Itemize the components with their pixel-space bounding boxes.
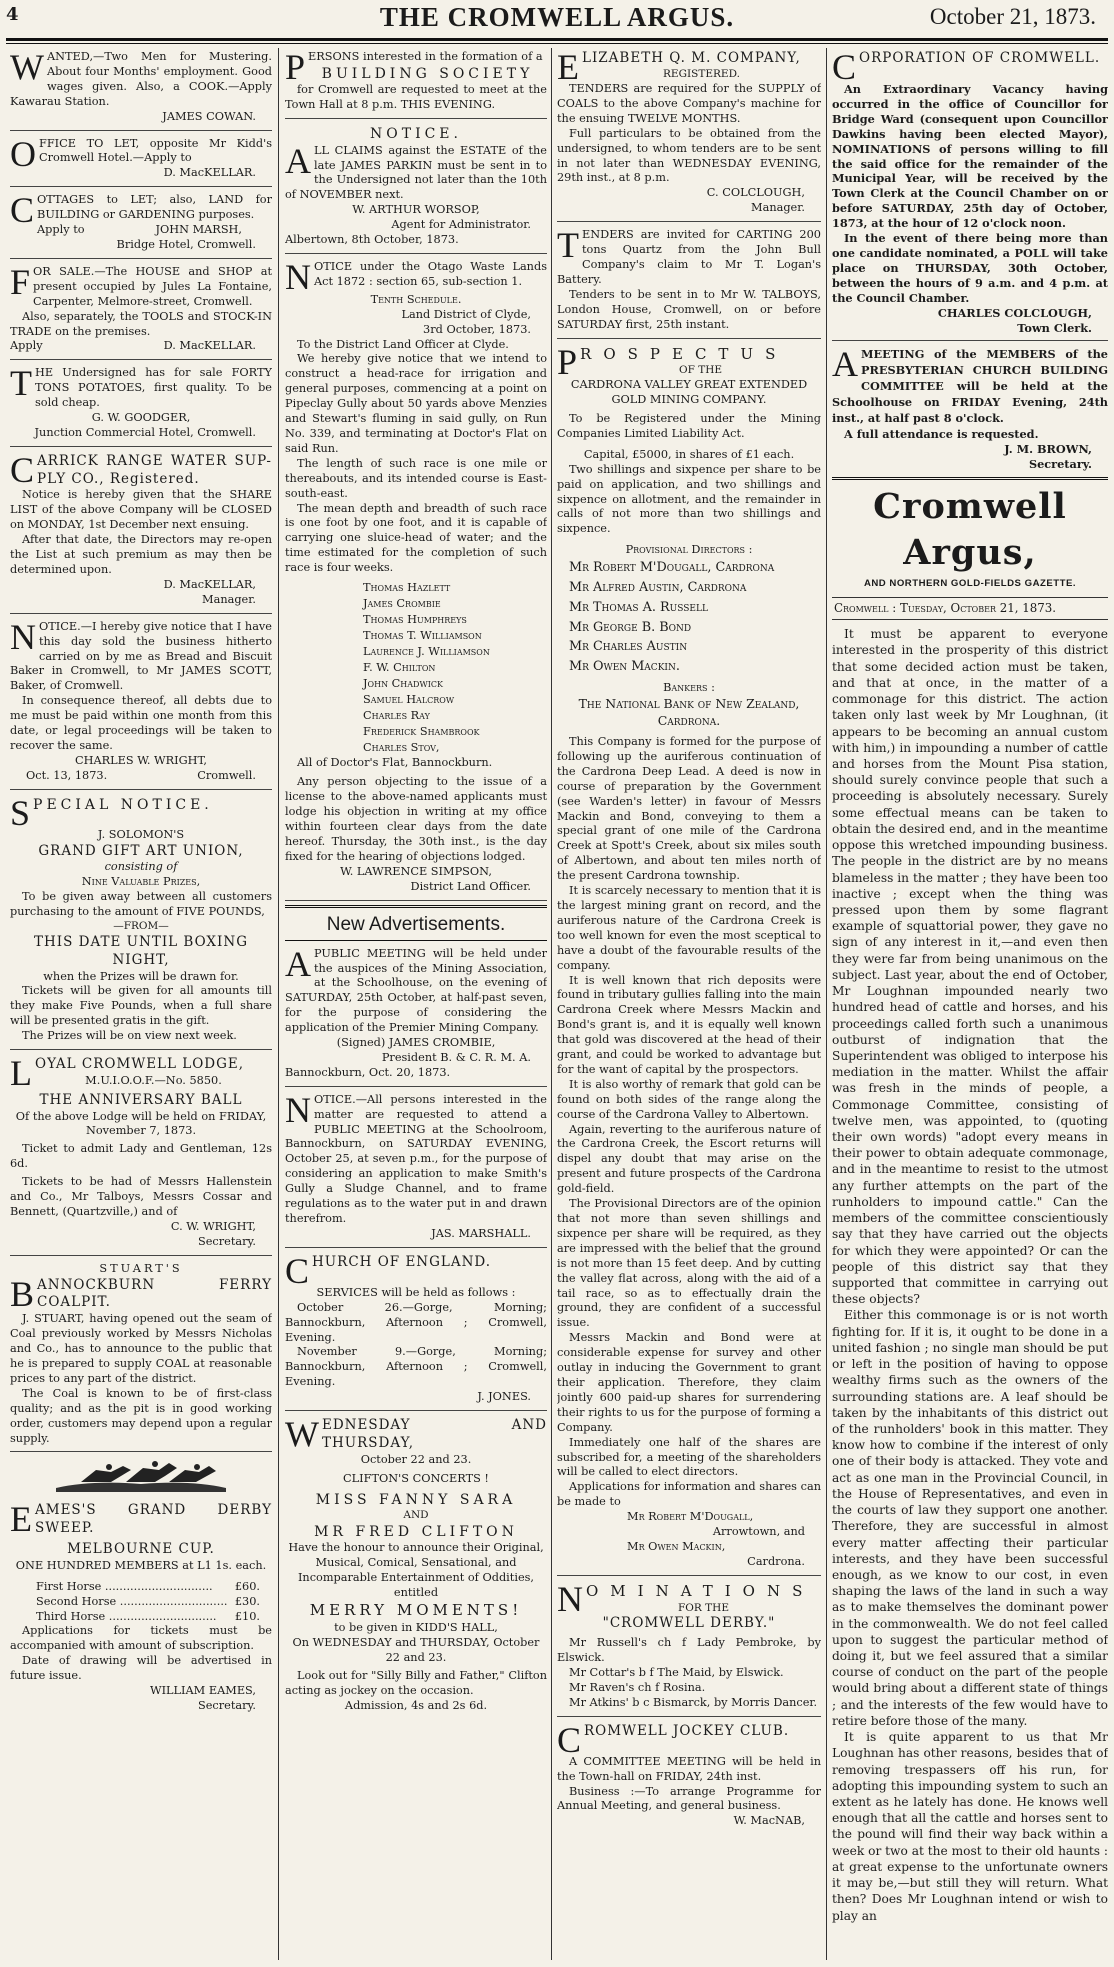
column-1 [10,48,272,1963]
ad-place: Cromwell. [197,768,256,782]
ad-text: It is also worthy of remark that gold can be found on both sides of the range along the course of the Cardrona Valley to Albertown. [557,1077,821,1121]
masthead-rule-thin [6,43,1108,44]
ad-signature: W. MacNAB, [733,1814,805,1828]
ad-text: All of Doctor's Flat, Bannockburn. [297,756,493,770]
ad-signature: J. JONES. [477,1390,531,1404]
ad-text: Notice is hereby given that the SHARE LIST of the above Company will be CLOSED on MONDAY, 1st December next ensuing. [10,488,272,532]
ad-text: LL CLAIMS against the ESTATE of the late JAMES PARKIN must be sent in to the Undersigned not later than the 10th of NOVEMBER next. [285,143,547,202]
ad-heading: AMES'S GRAND DERBY SWEEP. [35,1502,272,1537]
ad-heading: NOTICE. [370,126,462,143]
director-name: Mr George B. Bond [569,619,692,635]
ad-date: Oct. 13, 1873. [26,768,108,782]
ad-subheading: REGISTERED. [663,67,740,80]
ad-office-to-let [10,135,272,188]
prize-label: Second Horse .............................. [36,1594,228,1608]
ad-text: This Company is formed for the purpose of following up the auriferous continuation of the Cardrona Deep Lead. A deed is now in course of preparation by the Government (see Warden's letter) in favour of Messrs Mackin and Bond, conveying to them a special grant of one mile of the Cardrona Creek at Spott's Creek, about six miles south of Albertown, and about ten miles north of the present Cardrona township. [557,735,821,883]
ad-lodge [10,1054,272,1256]
ad-line: Provisional Directors : [625,543,753,557]
ad-line: MERRY MOMENTS! [309,1600,523,1619]
drop-cap: C [285,1250,310,1291]
director-name: Mr Owen Mackin. [569,659,680,675]
ad-signature: W. LAWRENCE SIMPSON, [340,864,492,878]
ad-line: Admission, 4s and 2s 6d. [344,1699,488,1713]
ad-signature-title: Town Clerk. [1017,320,1092,335]
drop-cap: W [285,1414,319,1455]
drop-cap: T [557,225,579,266]
ad-text: ENDERS are invited for CARTING 200 tons Quartz from the John Bull Company's claim to Mr T. Logan's Battery. [557,228,821,286]
ad-text: ANTED,—Two Men for Mustering. About four Months' employment. Good wages given. Also, a COOK.—Apply Kawarau Station. [10,50,272,108]
ad-signature: (Signed) JAMES CROMBIE, [336,1036,496,1050]
nomination-item: Mr Raven's ch f Rosina. [569,1680,706,1694]
newspaper-title: THE CROMWELL ARGUS. [379,2,735,32]
ad-special-notice [10,794,272,1050]
ad-elizabeth-company [557,48,821,222]
applicant-name: Thomas Hazlett [363,581,451,595]
ad-line: THE ANNIVERSARY BALL [39,1091,243,1108]
ad-notice-wright [10,618,272,790]
ad-text-2: Business :—To arrange Programme for Annual Meeting, and general business. [557,1784,821,1813]
ad-text: OTICE.—All persons interested in the matter are requested to attend a PUBLIC MEETING at the Schoolroom, Bannockburn, on SATURDAY EVENING, October 25, at seven p.m., for the purpose of considering an application to make Smith's Gully a Sludge Channel, and to frame regulations as to the water put in and drawn therefrom. [285,1092,547,1226]
editorial-nameplate: Cromwell Argus, [873,485,1067,573]
applicant-list [363,580,547,756]
ad-sludge-channel [285,1091,547,1248]
ad-line: MELBOURNE CUP. [67,1541,215,1558]
editorial-article [832,626,1108,1924]
applicant-name: Thomas Humphreys [363,613,467,627]
column-3 [557,48,821,1963]
ad-text: Ticket to admit Lady and Gentleman, 12s 6d. [10,1142,272,1171]
ad-line: to be given in KIDD'S HALL, [334,1620,498,1634]
ad-text: We hereby give notice that we intend to construct a head-race for irrigation and general purposes, commencing at a point on Pipeclay Gully about 50 yards above Menzies and Stewart's fluming in said gully, on Run No. 339, and terminating at Doctor's Flat on said Run. [285,352,547,455]
applicant-name: Laurence J. Williamson [363,645,490,659]
ad-date: Bannockburn, Oct. 20, 1873. [285,1065,451,1079]
drop-cap: P [557,341,578,382]
drop-cap: A [285,140,311,181]
ad-text-2: Tickets to be had of Messrs Hallenstein and Co., Mr Talboys, Messrs Cossar and Bennett, (Quartzville,) and of [10,1175,272,1219]
ad-wanted [10,48,272,131]
drop-cap: F [10,261,31,302]
column-rule [826,48,827,1960]
applicant-name: F. W. Chilton [363,661,436,675]
prize-amount: £30. [234,1594,260,1608]
ad-heading: ROSPECTUS [580,344,788,363]
ad-potatoes [10,364,272,447]
new-advertisements-heading: New Advertisements. [285,905,547,941]
column-rule [278,48,279,1960]
ad-text-2: November 9.—Gorge, Morning; Bannockburn, Afternoon ; Cromwell, Evening. [285,1345,547,1389]
ad-line: October 22 and 23. [360,1452,472,1466]
ad-line: ONE HUNDRED MEMBERS at L1 1s. each. [15,1558,267,1572]
ad-apply: Apply [10,339,43,353]
ad-line: consisting of [104,860,178,874]
ad-heading: ANNOCKBURN FERRY COALPIT. [37,1276,272,1311]
ad-line: Mr Owen Mackin, [627,1539,726,1553]
drop-cap: S [10,792,31,833]
prize-row [10,1580,272,1595]
ad-signature: C. COLCLOUGH, [706,186,805,200]
ad-line: FOR THE [678,1601,729,1614]
ad-heading: EDNESDAY AND THURSDAY, [321,1417,547,1451]
ad-signature: CHARLES W. WRIGHT, [75,753,207,767]
ad-line: Arrowtown, and [712,1525,805,1539]
ad-signature-title: President B. & C. R. M. A. [381,1050,531,1064]
ad-jockey-club [557,1721,821,1835]
prize-list [10,1580,272,1625]
nomination-item: Mr Atkins' b c Bismarck, by Morris Dancer. [569,1695,818,1709]
horses-icon [51,1458,231,1496]
ad-signature-title: District Land Officer. [410,879,531,893]
ad-line: CLIFTON'S CONCERTS ! [343,1471,489,1485]
drop-cap: C [10,449,35,490]
ad-line: MR FRED CLIFTON [314,1523,518,1540]
ad-text: It is scarcely necessary to mention that it is the largest mining grant on record, and the auriferous nature of the Cardrona Creek is too well known for even the most sceptical to have a doubt of the favourable results of the company. [557,884,821,972]
ad-text-2: Full particulars to be obtained from the undersigned, to whom tenders are to be sent in not later than WEDNESDAY EVENING, 29th inst., at 8 p.m. [557,126,821,185]
prize-row [10,1610,272,1625]
ad-text-2: Tenders to be sent in to Mr W. TALBOYS, London House, Cromwell, on or before SATURDAY first, 25th instant. [557,287,821,331]
issue-date: October 21, 1873. [929,4,1096,29]
ad-signature: JAMES COWAN. [162,109,256,123]
ad-line: Cardrona. [747,1554,805,1568]
ad-signature: G. W. GOODGER, [91,411,191,425]
ad-text: To be Registered under the Mining Companies Limited Liability Act. [557,411,821,440]
ad-text: MEETING of the MEMBERS of the PRESBYTERIAN CHURCH BUILDING COMMITTEE will be held at the Schoolhouse on FRIDAY Evening, 24th inst., at half past 8 o'clock. [832,347,1108,426]
ad-presbyterian [832,345,1108,479]
prize-amount: £60. [234,1579,260,1593]
ad-text: Any person objecting to the issue of a license to the above-named applicants must lodge his objection in writing at my office within fourteen clear days from the date hereof. Thursday, the 30th inst., is the day fixed for the hearing of objections lodged. [285,775,547,863]
drop-cap: C [10,190,35,231]
ad-text: OTTAGES to LET; also, LAND for BUILDING or GARDENING purposes. [37,193,272,222]
ad-signature: C. W. WRIGHT, [170,1219,256,1233]
masthead-rule [6,38,1108,41]
ad-text-2: for Cromwell are requested to meet at the Town Hall at 8 p.m. THIS EVENING. [285,83,547,112]
ad-line: MISS FANNY SARA [315,1491,517,1508]
drop-cap: T [10,363,32,404]
ad-line: —FROM— [113,920,169,933]
ad-text: An Extraordinary Vacancy having occurred in the office of Councillor for Bridge Ward (consequent upon Councillor Dawkins having been elected Mayor), NOMINATIONS of persons willing to fill the said office for the remainder of the Municipal Year, will be received by the Town Clerk at the Council Chamber on or before SATURDAY, 25th day of October, 1873, at the hour of 12 o'clock noon. [832,82,1108,231]
ad-parkin-estate [285,123,547,254]
editorial-paragraph: It is quite apparent to us that Mr Loughnan has other reasons, besides that of removing trespassers off his run, for adopting this impounding system to such an extent as he lately has done. He knows well enough that all the cattle and horses sent to the pound will find their way back within a week or two at the most to their old haunts : at great expense to the unfortunate owners it may be,—but still they will return. What then? Does Mr Loughnan intend or wish to play an [832,1730,1108,1923]
ad-signature-title: Secretary. [1028,456,1092,471]
ad-text-2: The Coal is known to be of first-class quality; and as the pit is in good working order, customers may depend upon a regular supply. [10,1386,272,1445]
ad-text-2: Also, separately, the TOOLS and STOCK-IN TRADE on the premises. [10,309,272,338]
prize-row [10,1595,272,1610]
ad-signature: J. M. BROWN, [1004,441,1092,456]
ad-text: To the District Land Officer at Clyde. [297,337,509,351]
ad-for-sale [10,263,272,360]
applicant-name: James Crombie [363,597,441,611]
drop-cap: N [285,257,311,297]
ad-corporation [832,48,1108,341]
ad-signature: JAS. MARSHALL. [431,1226,531,1240]
ad-line: when the Prizes will be drawn for. [43,969,239,983]
applicant-name: Frederick Shambrook [363,725,480,739]
prize-amount: £10. [234,1609,260,1623]
director-name: Mr Robert M'Dougall, Cardrona [569,560,775,576]
drop-cap: E [10,1499,32,1540]
ad-line: OF THE [678,364,723,377]
ad-signature: D. MacKELLAR. [163,166,256,180]
ad-signature: D. MacKELLAR. [163,339,256,353]
column-rule [551,48,552,1960]
ad-heading: ROMWELL JOCKEY CLUB. [584,1722,790,1739]
column-4 [832,48,1108,1963]
ad-text-2: After that date, the Directors may re-open the List at such premium as may then be determined upon. [10,533,272,576]
director-name: Mr Thomas A. Russell [569,599,708,615]
applicant-name: Charles Stov, [363,741,440,755]
ad-heading: LIZABETH Q. M. COMPANY, [582,50,801,66]
ad-carting-tenders [557,226,821,338]
ad-line: 3rd October, 1873. [423,322,531,336]
ad-text: OTICE.—I hereby give notice that I have this day sold the business hitherto carried on by me as Bread and Biscuit Baker in Cromwell, to Mr JAMES SCOTT, Baker, of Cromwell. [10,619,272,693]
director-list [569,558,821,677]
ad-line: Bankers : [663,681,715,695]
ad-church-of-england [285,1252,547,1411]
ad-text: ERSONS interested in the formation of a [308,50,543,63]
ad-signature-title: Secretary. [198,1234,256,1248]
ad-building-society [285,48,547,119]
editorial-paragraph: It must be apparent to everyone interested in the prosperity of this district that some decided action must be taken, and that at once, in the matter of a commonage for this district. The action taken only last week by Mr Loughnan, (it appears to be becoming an annual custom with him,) in impounding a number of cattle and horses from the Mount Pisa station, should surely convince people that such a proceeding is absolutely necessary. Surely some effectual means can be taken to obtain the desired end, and in the meantime oppose this wretched impounding business. The people in the district are by no means blameless in the matter ; they have been too inactive ; except when the thing was pressed upon them by some flagrant example of squattorial power, they gave no sign of any interest in it,—and even then they were far from being unanimous on the subject. Last year, about the end of October, Mr Loughnan impounded nearly two hundred head of cattle and horses, and his proceedings called forth such a unanimous outburst of indignation that the Superintendent was obliged to interpose his mediation in the matter. Whilst the affair was fresh in the minds of people, a Commonage Committee, consisting of twelve men, was appointed, to (quoting their own words) "adopt every means in their power to obtain adequate commonage, and in the meantime to resist to the utmost any further attempts on the part of the runholders to impound cattle." Can the members of the committee conscientiously say that they have carried out the objects for which they were appointed? Or can the people of this district say that they supported that committee in carrying out these objects? [832,627,1108,1307]
ad-signature: W. ARTHUR WORSOP, [352,203,480,217]
ad-line: CARDRONA VALLEY GREAT EXTENDED GOLD MINING COMPANY. [570,378,808,407]
ad-heading: HURCH OF ENGLAND. [312,1253,492,1270]
ad-text: TENDERS are required for the SUPPLY of COALS to the above Company's machine for the ensuing TWELVE MONTHS. [557,82,821,125]
ad-text: A COMMITTEE MEETING will be held in the Town-hall on FRIDAY, 24th inst. [557,1754,821,1783]
ad-line: Land District of Clyde, [401,307,531,321]
ad-text: Immediately one half of the shares are subscribed for, a meeting of the shareholders will be called to elect directors. [557,1435,821,1479]
ad-text-2: Tickets will be given for all amounts till they make Five Pounds, when a full share will be presented gratis in the gift. [10,984,272,1028]
ad-signature: D. MacKELLAR, [163,577,256,591]
prize-label: Third Horse .............................. [36,1609,217,1623]
applicant-name: Charles Ray [363,709,430,723]
ad-text: To be given away between all customers purchasing to the amount of FIVE POUNDS, [10,890,272,919]
ad-nominations [557,1580,821,1717]
ad-text-2: A full attendance is requested. [844,426,1039,441]
ad-line: THIS DATE UNTIL BOXING NIGHT, [34,933,248,968]
ad-signature: JOHN MARSH, [155,223,242,237]
ad-text: Applications for information and shares can be made to [557,1480,821,1509]
ad-line: entitled [393,1586,439,1600]
masthead [0,0,1114,40]
drop-cap: N [10,616,36,657]
page-number: 4 [6,4,19,25]
ad-line: Tenth Schedule. [370,292,462,306]
ad-derby-sweep [10,1500,272,1719]
applicant-name: John Chadwick [363,677,443,691]
ad-text: Messrs Mackin and Bond were at considerable expense for survey and other outlay in inducing the Government to grant their application. Therefore, they claim jointly 600 paid-up shares for surrendering their rights to us for the purpose of forming a Company. [557,1331,821,1434]
ad-apply: Apply to [37,223,85,237]
drop-cap: A [285,943,311,984]
director-name: Mr Charles Austin [569,639,688,655]
editorial-dateline: Cromwell : Tuesday, October 21, 1873. [832,597,1108,621]
ad-heading: OMINATIONS [586,1581,815,1600]
ad-text: PUBLIC MEETING will be held under the auspices of the Mining Association, at the Schoolhouse, on the evening of SATURDAY, 25th October, at half-past seven, for the purpose of considering the application of the Premier Mining Company. [285,946,547,1035]
ad-text: The mean depth and breadth of such race is one foot by one foot, and it is capable of carrying one sluice-head of water; and the time estimated for the completion of such race is four weeks. [285,501,547,575]
ad-date: Albertown, 8th October, 1873. [285,233,459,247]
prize-label: First Horse .............................. [36,1579,213,1593]
ad-text: Applications for tickets must be accompanied with amount of subscription. [10,1624,272,1653]
ad-carrick-water [10,451,272,614]
ad-text: Again, reverting to the auriferous nature of the Cardrona Creek, the Escort returns will dispel any doubt that may arise on the present and future prospects of the Cardrona gold-field. [557,1122,821,1196]
ad-address: Junction Commercial Hotel, Cromwell. [34,425,256,439]
ad-signature-title: Agent for Administrator. [391,218,531,232]
ad-text: October 26.—Gorge, Morning; Bannockburn, Afternoon ; Cromwell, Evening. [285,1300,547,1344]
ad-text: It is well known that rich deposits were found in tributary gullies falling into the main Cardrona Creek where Messrs Mackin and Bond's grant is, and it is equally well known that gold was discovered at the head of their grant, and could be worked to advantage but for the want of capital by the prospectors. [557,973,821,1076]
ad-text: OTICE under the Otago Waste Lands Act 1872 : section 65, sub-section 1. [314,260,547,288]
ad-line: The National Bank of New Zealand, Cardrona. [578,696,800,728]
ad-text-2: In the event of there being more than one candidate nominated, a POLL will take place on THURSDAY, 30th October, between the hours of 9 a.m. and 4 p.m. at the Council Chamber. [832,231,1108,305]
drop-cap: P [285,48,306,87]
ad-line: Capital, £5000, in shares of £1 each. [583,447,795,461]
ad-coalpit [10,1260,272,1453]
ad-signature-title: Secretary. [198,1699,256,1713]
drop-cap: C [832,48,857,87]
ad-text: J. STUART, having opened out the seam of Coal previously worked by Messrs Nicholas and Co., has to announce to the public that he is prepared to supply COAL at reasonable prices to any part of the district. [10,1312,272,1385]
ad-line: Mr Robert M'Dougall, [627,1510,754,1524]
nomination-item: Mr Russell's ch f Lady Pembroke, by Elswick. [557,1636,821,1665]
ad-line: Nine Valuable Prizes, [81,875,201,889]
editorial-paragraph: Either this commonage is or is not worth fighting for. If it is, it ought to be done in a united fashion ; no single man should be put or left in the position of having to oppose wealthy firms such as the owners of the surrounding stations are. A leaf should be taken by the inhabitants of this district out of the runholders' book in this matter. They know how to combine if the interest of only one of their body is attacked. They vote and act as one man in the Provincial Council, in the House of Representatives, and even in the courts of law they support one another. Therefore, they are successful in almost every matter affecting their particular interests, and they have been successful enough, as we know to our cost, in even shaping the laws of the land in such a way as to make themselves the dominant power in the commonwealth. We do not feel called upon to suggest the particular method of doing it, but we feel assured that a similar course of conduct on the part of the people would bring about a different state of things ; and the interests of the few would have to retire before those of the many. [832,1308,1108,1728]
ad-text-2: In consequence thereof, all debts due to me must be paid within one month from this date, or legal proceedings will be taken to recover the same. [10,694,272,752]
ad-public-meeting [285,945,547,1087]
drop-cap: E [557,48,579,87]
drop-cap: W [10,48,44,87]
ad-text: The length of such race is one mile or thereabouts, and its intended course is East-south-east. [285,456,547,500]
ad-waste-lands [285,258,547,901]
ad-cottages [10,191,272,259]
ad-line: AND [403,1508,429,1521]
drop-cap: B [10,1273,35,1314]
ad-text: Two shillings and sixpence per share to be paid on application, and two shillings and sixpence on allotment, and the remainder in calls of not more than two shillings and sixpence. [557,462,821,536]
ad-signature: CHARLES COLCLOUGH, [937,305,1092,320]
horse-race-ornament [10,1458,272,1496]
ad-heading: ARRICK RANGE WATER SUP-PLY CO., Registered. [37,452,272,487]
ad-cliftons-concerts [285,1415,547,1719]
ad-line: "CROMWELL DERBY." [602,1615,776,1632]
ad-text: Have the honour to announce their Original, Musical, Comical, Sensational, and Incomparable Entertainment of Oddities, [288,1541,544,1585]
ad-text: The Provisional Directors are of the opinion that not more than seven shillings and sixpence per share will be required, as they are impressed with the belief that the ground is not more than 15 feet deep. And by cutting the valley flat across, along with the aid of a tail race, so as to effectually drain the ground, they are confident of a successful issue. [557,1197,821,1330]
ad-prospectus [557,343,821,1576]
nomination-item: Mr Cottar's b f The Maid, by Elswick. [569,1666,784,1680]
ad-signature-title: Manager. [751,201,805,215]
ad-text-2: Date of drawing will be advertised in future issue. [10,1654,272,1683]
ad-text: HE Undersigned has for sale FORTY TONS POTATOES, first quality. To be sold cheap. [35,366,272,410]
ad-text: OR SALE.—The HOUSE and SHOP at present occupied by Jules La Fontaine, Carpenter, Melmore-street, Cromwell. [33,264,272,308]
applicant-name: Thomas T. Williamson [363,629,482,643]
ad-subheading: M.U.I.O.O.F.—No. 5850. [85,1073,222,1087]
ad-heading: ORPORATION OF CROMWELL. [859,50,1101,66]
applicant-name: Samuel Halcrow [363,693,455,707]
drop-cap: N [285,1089,311,1130]
ad-heading: PECIAL NOTICE. [33,796,213,813]
ad-text-2: Look out for "Silly Billy and Father," Clifton acting as jockey on the occasion. [285,1669,547,1698]
ad-signature-title: Manager. [202,592,256,606]
ad-line: On WEDNESDAY and THURSDAY, October 22 and 23. [292,1635,540,1664]
drop-cap: N [557,1578,583,1619]
ad-line: November 7, 1873. [85,1124,197,1138]
ad-line: SERVICES will be held as follows : [316,1285,516,1299]
ad-line: J. SOLOMON'S [97,827,185,841]
drop-cap: A [832,344,858,385]
ad-text: FFICE TO LET, opposite Mr Kidd's Cromwell Hotel.—Apply to [39,136,272,165]
column-2 [285,48,547,1963]
drop-cap: L [10,1053,32,1094]
ad-heading: OYAL CROMWELL LODGE, [35,1056,245,1073]
ad-line: BUILDING SOCIETY [321,65,534,82]
ad-signature: WILLIAM EAMES, [149,1684,256,1698]
drop-cap: C [557,1719,582,1760]
ad-line: STUART'S [99,1261,183,1275]
director-name: Mr Alfred Austin, Cardrona [569,579,747,595]
ad-line: GRAND GIFT ART UNION, [38,842,244,859]
ad-text-3: The Prizes will be on view next week. [22,1029,237,1043]
ad-address: Bridge Hotel, Cromwell. [116,237,256,251]
ad-line: Of the above Lodge will be held on FRIDAY, [15,1109,267,1123]
editorial-subtitle: AND NORTHERN GOLD-FIELDS GAZETTE. [863,578,1077,590]
drop-cap: O [10,133,36,174]
